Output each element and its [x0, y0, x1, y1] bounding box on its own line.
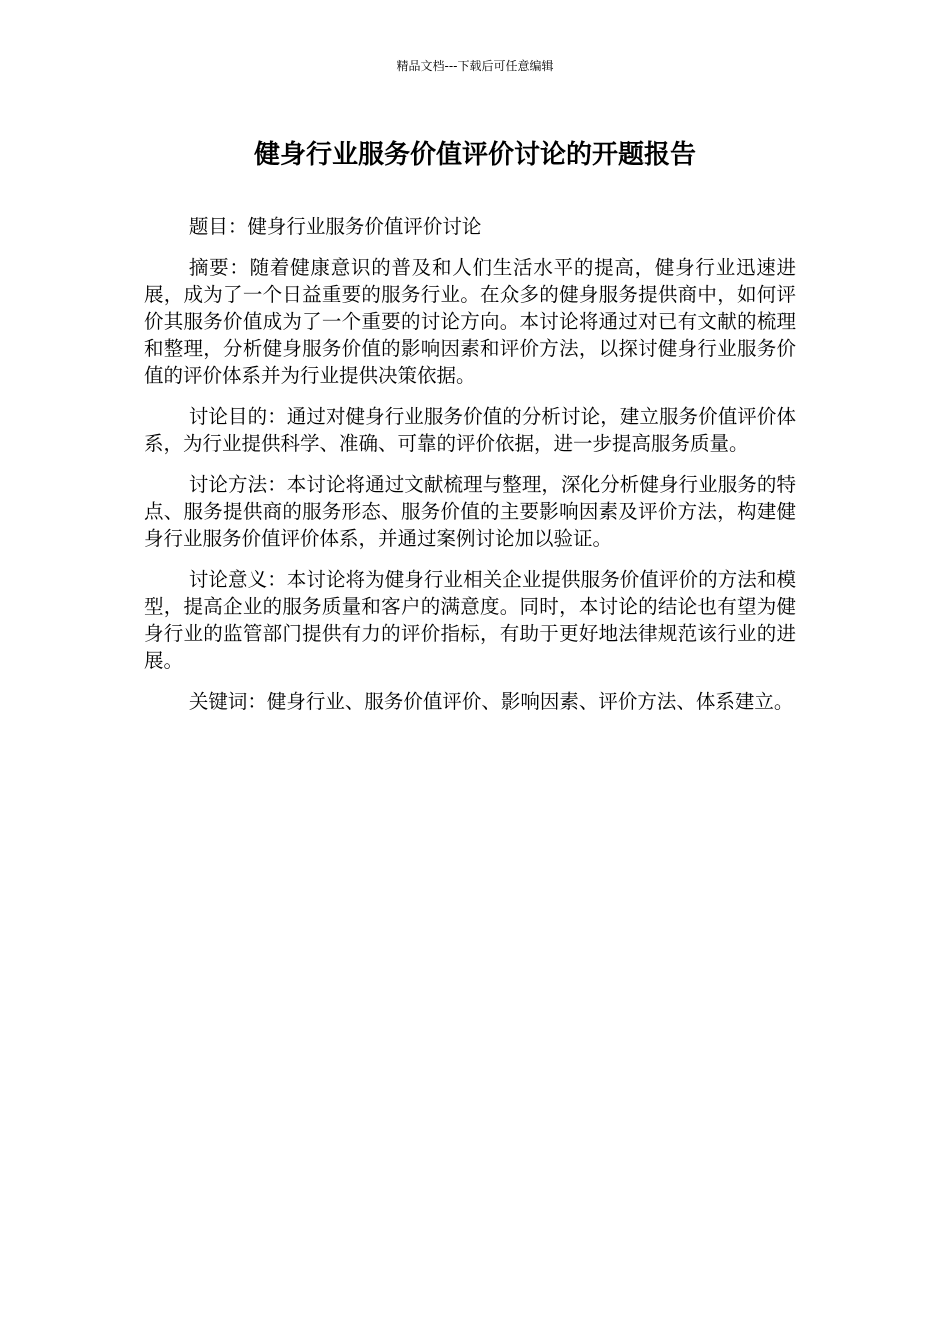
paragraph-abstract: 摘要：随着健康意识的普及和人们生活水平的提高，健身行业迅速进展，成为了一个日益重要的服务行业。在众多的健身服务提供商中，如何评价其服务价值成为了一个重要的讨论方向。本讨论将通过对已有文献的梳理和整理，分析健身服务价值的影响因素和评价方法，以探讨健身行业服务价值的评价体系并为行业提供决策依据。 — [144, 256, 796, 387]
paragraph-method: 讨论方法：本讨论将通过文献梳理与整理，深化分析健身行业服务的特点、服务提供商的服务形态、服务价值的主要影响因素及评价方法，构建健身行业服务价值评价体系，并通过案例讨论加以验证。 — [144, 473, 796, 550]
document-title: 健身行业服务价值评价讨论的开题报告 — [253, 140, 696, 170]
paragraph-purpose: 讨论目的：通过对健身行业服务价值的分析讨论，建立服务价值评价体系，为行业提供科学、准确、可靠的评价依据，进一步提高服务质量。 — [144, 405, 796, 455]
paragraph-keywords: 关键词：健身行业、服务价值评价、影响因素、评价方法、体系建立。 — [188, 690, 794, 713]
document-body — [144, 213, 796, 729]
paragraph-significance: 讨论意义：本讨论将为健身行业相关企业提供服务价值评价的方法和模型，提高企业的服务质量和客户的满意度。同时，本讨论的结论也有望为健身行业的监管部门提供有力的评价指标，有助于更好地法律规范该行业的进展。 — [144, 568, 796, 672]
paragraph-topic: 题目：健身行业服务价值评价讨论 — [188, 215, 482, 238]
header-note: 精品文档---下载后可任意编辑 — [396, 59, 554, 73]
